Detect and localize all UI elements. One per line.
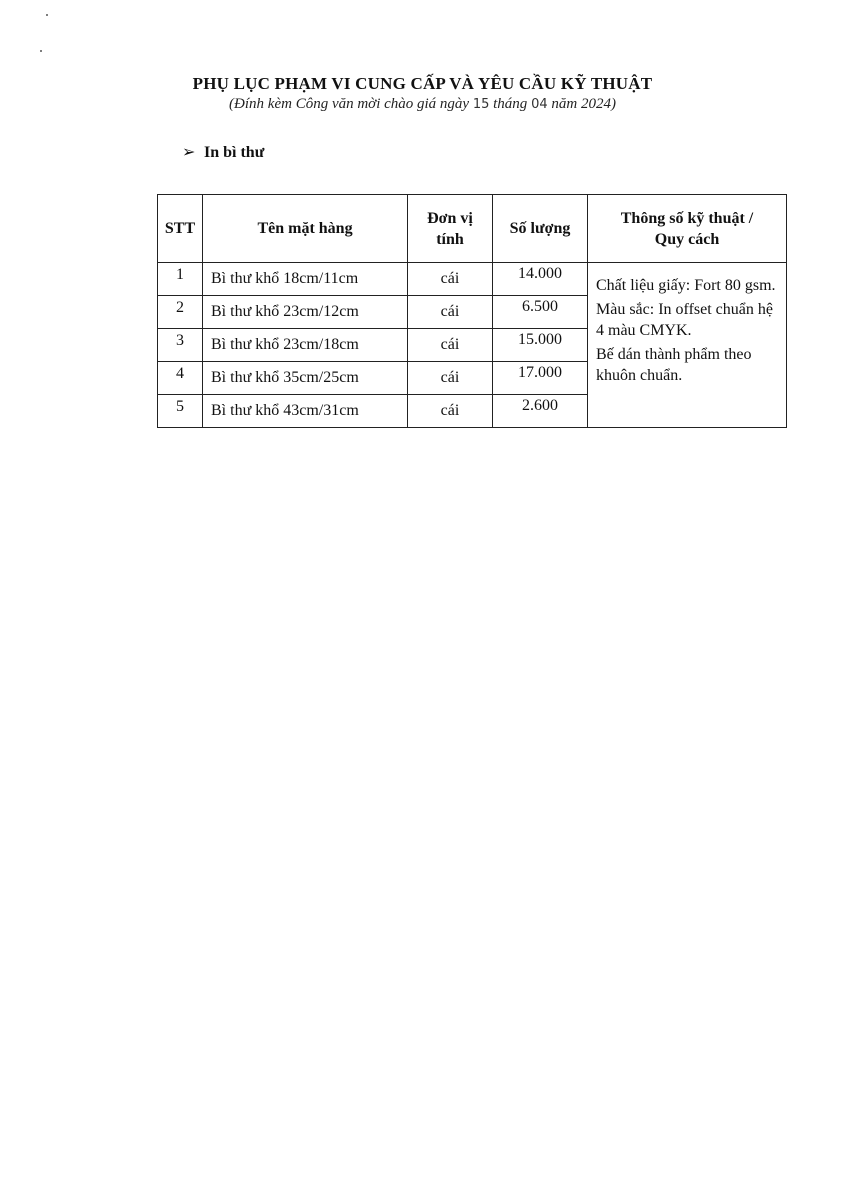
cell-qty: 15.000	[493, 329, 588, 362]
handwritten-day: 15	[472, 97, 490, 112]
scan-speck	[40, 50, 42, 52]
cell-name: Bì thư khổ 23cm/12cm	[203, 296, 408, 329]
cell-stt: 5	[158, 395, 203, 428]
subtitle-text-end: năm 2024)	[547, 96, 616, 112]
section-heading	[182, 142, 264, 162]
cell-unit: cái	[408, 362, 493, 395]
cell-unit: cái	[408, 329, 493, 362]
handwritten-month: 04	[531, 97, 548, 112]
items-table	[157, 194, 787, 428]
cell-unit: cái	[408, 263, 493, 296]
header-stt: STT	[158, 195, 203, 263]
cell-qty: 6.500	[493, 296, 588, 329]
section-title: In bì thư	[204, 144, 265, 161]
table-row	[158, 263, 787, 296]
header-unit: Đơn vị tính	[408, 195, 493, 263]
cell-qty: 2.600	[493, 395, 588, 428]
cell-stt: 2	[158, 296, 203, 329]
cell-name: Bì thư khổ 18cm/11cm	[203, 263, 408, 296]
cell-unit: cái	[408, 395, 493, 428]
cell-qty: 17.000	[493, 362, 588, 395]
cell-name: Bì thư khổ 23cm/18cm	[203, 329, 408, 362]
subtitle-text-start: (Đính kèm Công văn mời chào giá ngày	[229, 96, 473, 112]
page-title: PHỤ LỤC PHẠM VI CUNG CẤP VÀ YÊU CẦU KỸ THUẬT	[192, 74, 653, 93]
cell-name: Bì thư khổ 35cm/25cm	[203, 362, 408, 395]
arrow-bullet-icon: ➢	[182, 144, 196, 161]
cell-stt: 4	[158, 362, 203, 395]
cell-stt: 3	[158, 329, 203, 362]
cell-stt: 1	[158, 263, 203, 296]
scan-speck	[46, 14, 48, 16]
cell-unit: cái	[408, 296, 493, 329]
spec-line: Chất liệu giấy: Fort 80 gsm.	[596, 277, 776, 294]
spec-line: Màu sắc: In offset chuẩn hệ 4 màu CMYK.	[596, 301, 773, 339]
header-name: Tên mặt hàng	[203, 195, 408, 263]
header-qty: Số lượng	[493, 195, 588, 263]
spec-line: Bế dán thành phẩm theo khuôn chuẩn.	[596, 346, 752, 384]
page-subtitle	[0, 96, 845, 113]
header-spec: Thông số kỹ thuật / Quy cách	[588, 195, 787, 263]
cell-qty: 14.000	[493, 263, 588, 296]
cell-name: Bì thư khổ 43cm/31cm	[203, 395, 408, 428]
subtitle-text-mid: tháng	[489, 96, 532, 112]
table-header-row	[158, 195, 787, 263]
cell-spec	[588, 263, 787, 428]
